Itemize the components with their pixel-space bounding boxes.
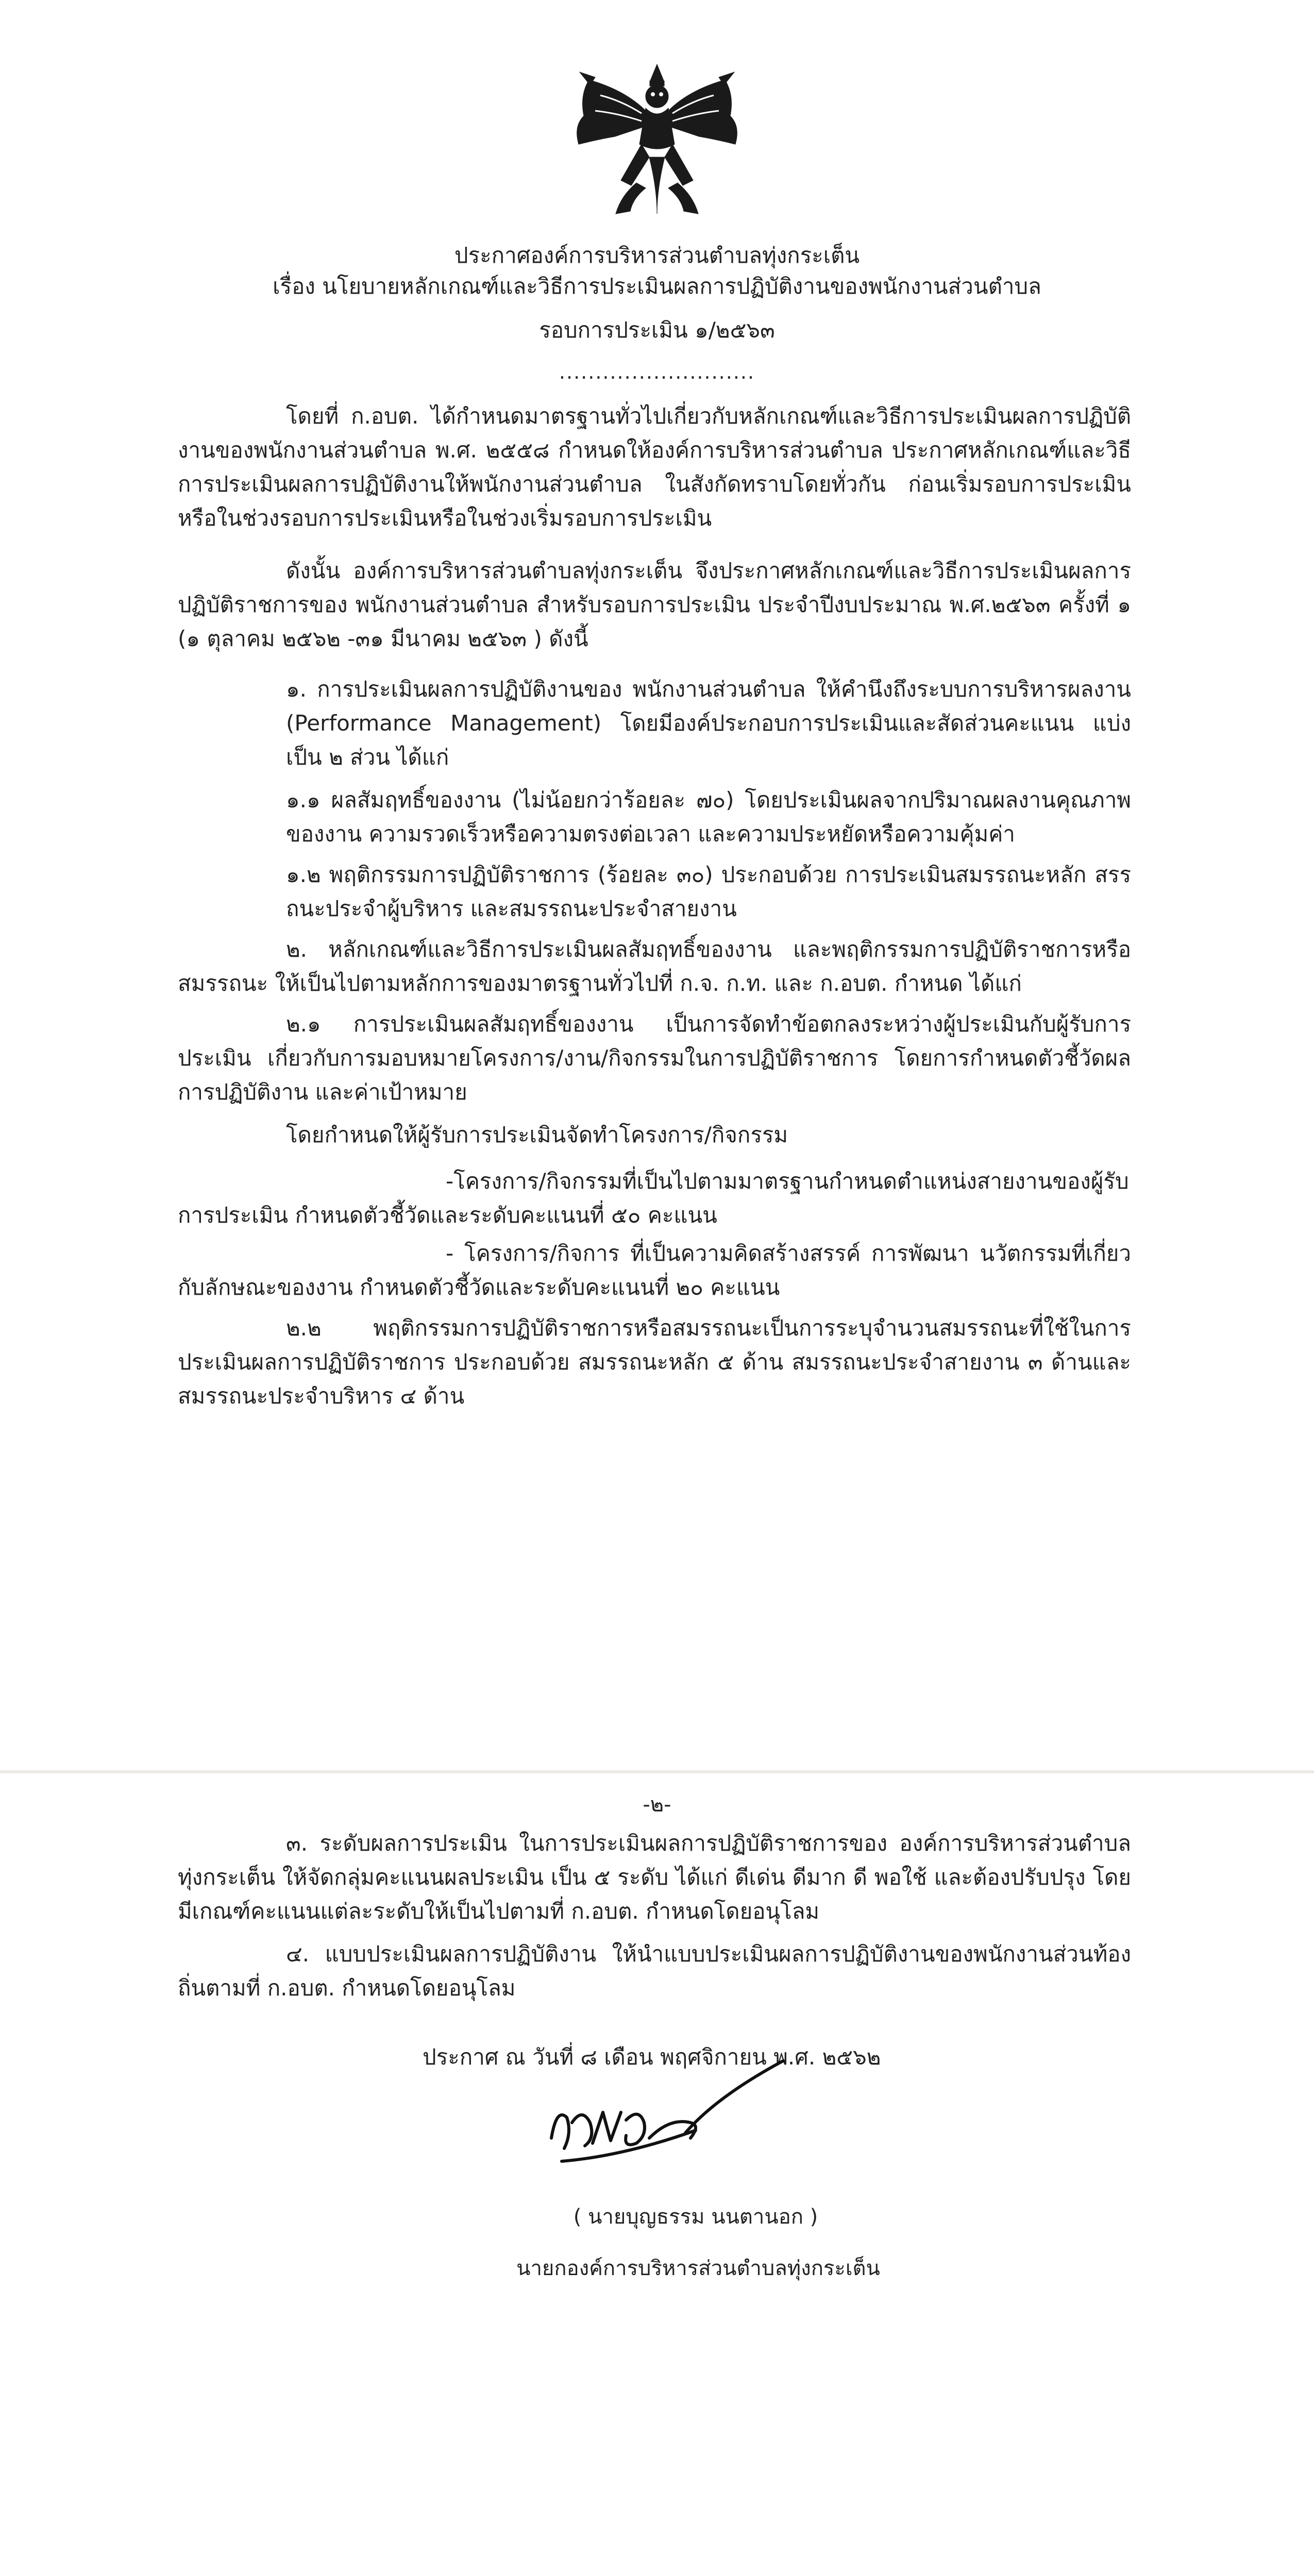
signer-name: ( นายบุญธรรม นนตานอก ) <box>573 2205 818 2229</box>
announce-date-text: ประกาศ ณ วันที่ ๘ เดือน พฤศจิกายน พ.ศ. ๒๕๖๒ <box>423 2044 881 2070</box>
item-2-2-text: ๒.๒ พฤติกรรมการปฏิบัติราชการหรือสมรรถนะเป็นการระบุจำนวนสมรรถนะที่ใช้ในการประเมินผลการปฏิบัติราชการ ประกอบด้วย สมรรถนะหลัก ๕ ด้าน สมรรถนะประจำสายงาน ๓ ด้านและสมรรถนะประจำบริหาร ๔ ด้าน <box>178 1315 1131 1409</box>
preamble-text: โดยที่ ก.อบต. ได้กำหนดมาตรฐานทั่วไปเกี่ยวกับหลักเกณฑ์และวิธีการประเมินผลการปฏิบัติงานของพนักงานส่วนตำบล พ.ศ. ๒๕๕๘ กำหนดให้องค์การบริหารส่วนตำบล ประกาศหลักเกณฑ์และวิธีการประเมินผลการปฏิบัติงานให้พนักงานส่วนตำบล ในสังกัดทราบโดยทั่วกัน ก่อนเริ่มรอบการประเมินหรือในช่วงรอบการประเมินหรือในช่วงเริ่มรอบการประเมิน <box>178 403 1131 531</box>
item-4 <box>178 1937 1131 2005</box>
document-subject: เรื่อง นโยบายหลักเกณฑ์และวิธีการประเมินผลการปฏิบัติงานของพนักงานส่วนตำบล <box>273 274 1041 299</box>
item-2-1 <box>178 1007 1131 1109</box>
page-separator <box>0 1770 1314 1773</box>
item-1-text: ๑. การประเมินผลการปฏิบัติงานของ พนักงานส่วนตำบล ให้คำนึงถึงระบบการบริหารผลงาน (Performance Management) โดยมีองค์ประกอบการประเมินและสัดส่วนคะแนน แบ่งเป็น ๒ ส่วน ได้แก่ <box>286 676 1131 770</box>
item-2-1-text: ๒.๑ การประเมินผลสัมฤทธิ์ของงาน เป็นการจัดทำข้อตกลงระหว่างผู้ประเมินกับผู้รับการประเมิน เกี่ยวกับการมอบหมายโครงการ/งาน/กิจกรรมในการปฏิบัติราชการ โดยการกำหนดตัวชี้วัดผลการปฏิบัติงาน และค่าเป้าหมาย <box>178 1011 1131 1105</box>
item-2 <box>178 933 1131 1001</box>
item-2-1-lead-text: โดยกำหนดให้ผู้รับการประเมินจัดทำโครงการ/กิจกรรม <box>286 1122 788 1147</box>
item-4-text: ๔. แบบประเมินผลการปฏิบัติงาน ให้นำแบบประเมินผลการปฏิบัติงานของพนักงานส่วนท้องถิ่นตามที่ ก.อบต. กำหนดโดยอนุโลม <box>178 1941 1131 2001</box>
page-number: -๒- <box>643 1793 671 1817</box>
therefore-text: ดังนั้น องค์การบริหารส่วนตำบลทุ่งกระเต็น จึงประกาศหลักเกณฑ์และวิธีการประเมินผลการปฏิบัติราชการของ พนักงานส่วนตำบล สำหรับรอบการประเมิน ประจำปีงบประมาณ พ.ศ.๒๕๖๓ ครั้งที่ ๑ (๑ ตุลาคม ๒๕๖๒ -๓๑ มีนาคม ๒๕๖๓ ) ดังนี้ <box>178 558 1131 651</box>
signer-position: นายกองค์การบริหารส่วนตำบลทุ่งกระเต็น <box>516 2257 880 2280</box>
item-3 <box>178 1826 1131 1928</box>
bullet-2 <box>178 1236 1131 1304</box>
item-1-2-text: ๑.๒ พฤติกรรมการปฏิบัติราชการ (ร้อยละ ๓๐) ประกอบด้วย การประเมินสมรรถนะหลัก สรรถนะประจำผู้บริหาร และสมรรถนะประจำสายงาน <box>286 862 1131 921</box>
paragraph-preamble <box>178 399 1131 535</box>
title-dotted-divider: ........................... <box>559 361 755 383</box>
paragraph-therefore <box>178 554 1131 656</box>
signature-icon <box>515 2045 824 2190</box>
item-1-1-text: ๑.๑ ผลสัมฤทธิ์ของงาน (ไม่น้อยกว่าร้อยละ ๗๐) โดยประเมินผลจากปริมาณผลงานคุณภาพของงาน ความรวดเร็วหรือความตรงต่อเวลา และความประหยัดหรือความคุ้มค่า <box>286 787 1131 846</box>
item-1 <box>286 672 1131 774</box>
garuda-emblem-icon <box>559 54 755 224</box>
item-1-1 <box>286 783 1131 851</box>
bullet-1-text: -โครงการ/กิจกรรมที่เป็นไปตามมาตรฐานกำหนดตำแหน่งสายงานของผู้รับการประเมิน กำหนดตัวชี้วัดและระดับคะแนนที่ ๕๐ คะแนน <box>178 1168 1129 1228</box>
bullet-2-text: - โครงการ/กิจการ ที่เป็นความคิดสร้างสรรค์ การพัฒนา นวัตกรรมที่เกี่ยวกับลักษณะของงาน กำหนดตัวชี้วัดและระดับคะแนนที่ ๒๐ คะแนน <box>178 1241 1131 1300</box>
item-1-2 <box>286 858 1131 926</box>
item-3-text: ๓. ระดับผลการประเมิน ในการประเมินผลการปฏิบัติราชการของ องค์การบริหารส่วนตำบลทุ่งกระเต็น ให้จัดกลุ่มคะแนนผลประเมิน เป็น ๕ ระดับ ได้แก่ ดีเด่น ดีมาก ดี พอใช้ และต้องปรับปรุง โดยมีเกณฑ์คะแนนแต่ละระดับให้เป็นไปตามที่ ก.อบต. กำหนดโดยอนุโลม <box>178 1831 1131 1924</box>
bullet-1 <box>178 1164 1131 1232</box>
evaluation-round: รอบการประเมิน ๑/๒๕๖๓ <box>539 317 775 343</box>
item-2-1-lead <box>286 1118 1131 1152</box>
document-title: ประกาศองค์การบริหารส่วนตำบลทุ่งกระเต็น <box>454 243 860 268</box>
item-2-2 <box>178 1311 1131 1413</box>
item-2-text: ๒. หลักเกณฑ์และวิธีการประเมินผลสัมฤทธิ์ของงาน และพฤติกรรมการปฏิบัติราชการหรือสมรรถนะ ให้เป็นไปตามหลักการของมาตรฐานทั่วไปที่ ก.จ. ก.ท. และ ก.อบต. กำหนด ได้แก่ <box>178 937 1131 996</box>
